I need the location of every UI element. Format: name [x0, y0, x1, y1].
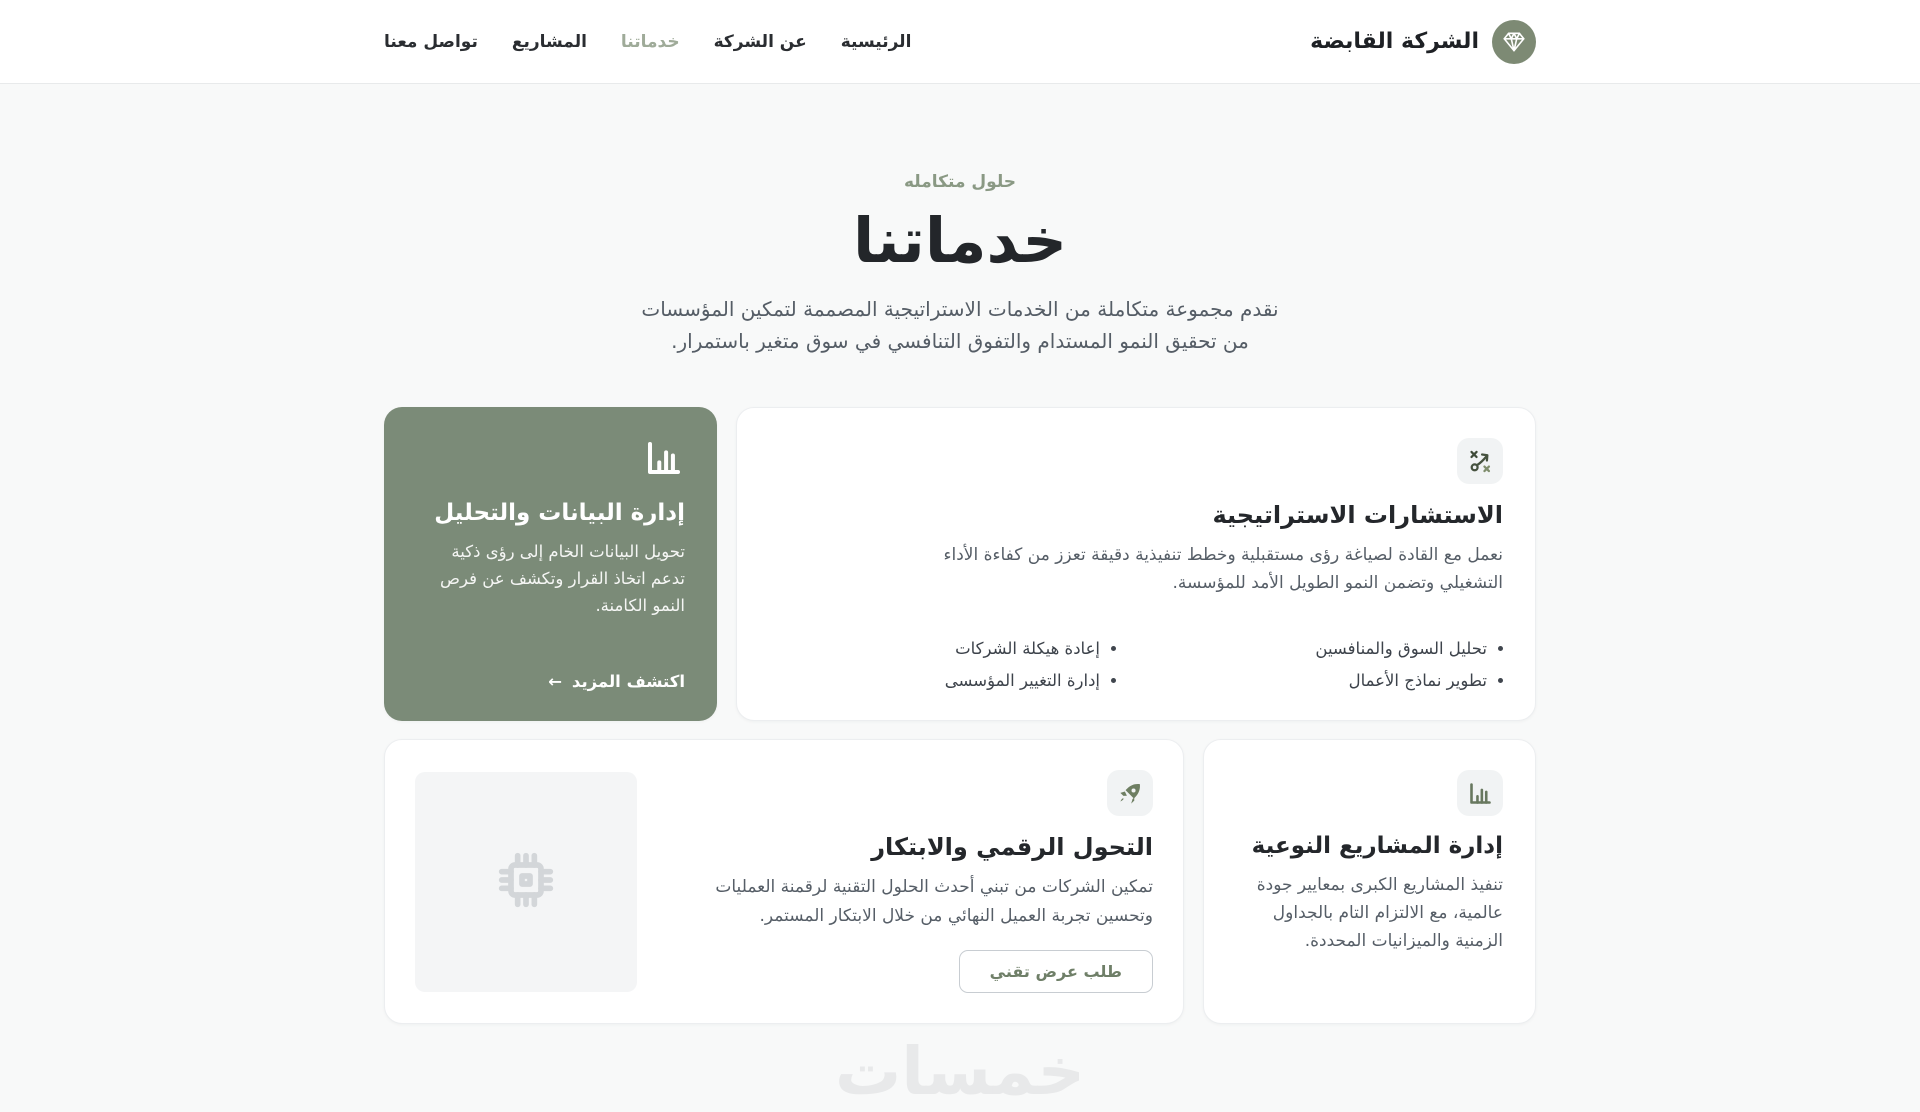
nav-item-home[interactable]: الرئيسية [840, 31, 912, 52]
bullet-dot-icon [1498, 678, 1503, 683]
bullet-dot-icon [1498, 646, 1503, 651]
card-description: تمكين الشركات من تبني أحدث الحلول التقنية لرقمنة العمليات وتحسين تجربة العميل النهائي من خلال الابتكار المستمر. [715, 877, 1153, 926]
navbar-inner [384, 20, 1536, 64]
nav-item-services[interactable]: خدماتنا [620, 31, 680, 52]
gem-logo-icon [1492, 20, 1536, 64]
discover-more-link[interactable] [416, 672, 685, 691]
card-description: تنفيذ المشاريع الكبرى بمعايير جودة عالمية، مع الالتزام التام بالجداول الزمنية والميزانيات المحددة. [1256, 875, 1503, 952]
consulting-bullet-list [769, 639, 1503, 690]
list-item [769, 639, 1116, 658]
bar-chart-icon [416, 437, 685, 483]
navbar [0, 0, 1920, 84]
cpu-chip-icon [486, 840, 566, 924]
list-item [1156, 671, 1503, 690]
digital-card-image-placeholder [415, 772, 637, 992]
cards-row-top [384, 407, 1536, 721]
hero-description: نقدم مجموعة متكاملة من الخدمات الاستراتيجية المصممة لتمكين المؤسسات من تحقيق النمو المستدام والتفوق التنافسي في سوق متغير باستمرار. [641, 297, 1279, 353]
card-data-management [384, 407, 717, 721]
nav-item-about[interactable]: عن الشركة [713, 31, 807, 52]
bar-chart-icon [1457, 770, 1503, 816]
card-description: تحويل البيانات الخام إلى رؤى ذكية تدعم اتخاذ القرار وتكشف عن فرص النمو الكامنة. [440, 542, 685, 616]
bullet-label: تحليل السوق والمنافسين [1315, 639, 1487, 658]
bullet-label: إعادة هيكلة الشركات [955, 639, 1100, 658]
hero-eyebrow: حلول متكامله [903, 172, 1017, 192]
digital-card-body [688, 770, 1153, 992]
hero-section [0, 84, 1920, 357]
list-item [1156, 639, 1503, 658]
bullet-dot-icon [1111, 646, 1116, 651]
cards-row-bottom [384, 739, 1536, 1024]
card-title: إدارة المشاريع النوعية [1251, 833, 1503, 859]
nav-item-contact[interactable]: تواصل معنا [384, 31, 478, 52]
brand[interactable] [1310, 20, 1536, 64]
card-digital-transformation [384, 739, 1184, 1024]
bullet-label: تطوير نماذج الأعمال [1348, 671, 1487, 690]
bullet-dot-icon [1111, 678, 1116, 683]
card-title: الاستشارات الاستراتيجية [1212, 501, 1503, 529]
rocket-icon [1107, 770, 1153, 816]
card-strategic-consulting [736, 407, 1536, 721]
list-item [769, 671, 1116, 690]
card-projects-management [1203, 739, 1536, 1024]
nav-links [384, 32, 911, 52]
khamsat-watermark: خمسات [834, 1033, 1086, 1110]
page-title: خدماتنا [852, 204, 1068, 277]
brand-name: الشركة القابضة [1310, 29, 1479, 54]
arrow-left-icon: ← [548, 672, 562, 691]
discover-more-label: اكتشف المزيد [571, 672, 685, 691]
card-description: نعمل مع القادة لصياغة رؤى مستقبلية وخطط تنفيذية دقيقة تعزز من كفاءة الأداء التشغيلي وتضمن النمو الطويل الأمد للمؤسسة. [943, 545, 1503, 594]
card-title: التحول الرقمي والابتكار [871, 833, 1153, 862]
request-demo-button[interactable]: طلب عرض تقني [959, 950, 1153, 993]
bullet-label: إدارة التغيير المؤسسى [944, 671, 1100, 690]
services-grid [384, 407, 1536, 1024]
nav-item-projects[interactable]: المشاريع [511, 31, 587, 52]
strategy-icon [1457, 438, 1503, 484]
card-title: إدارة البيانات والتحليل [434, 500, 685, 526]
